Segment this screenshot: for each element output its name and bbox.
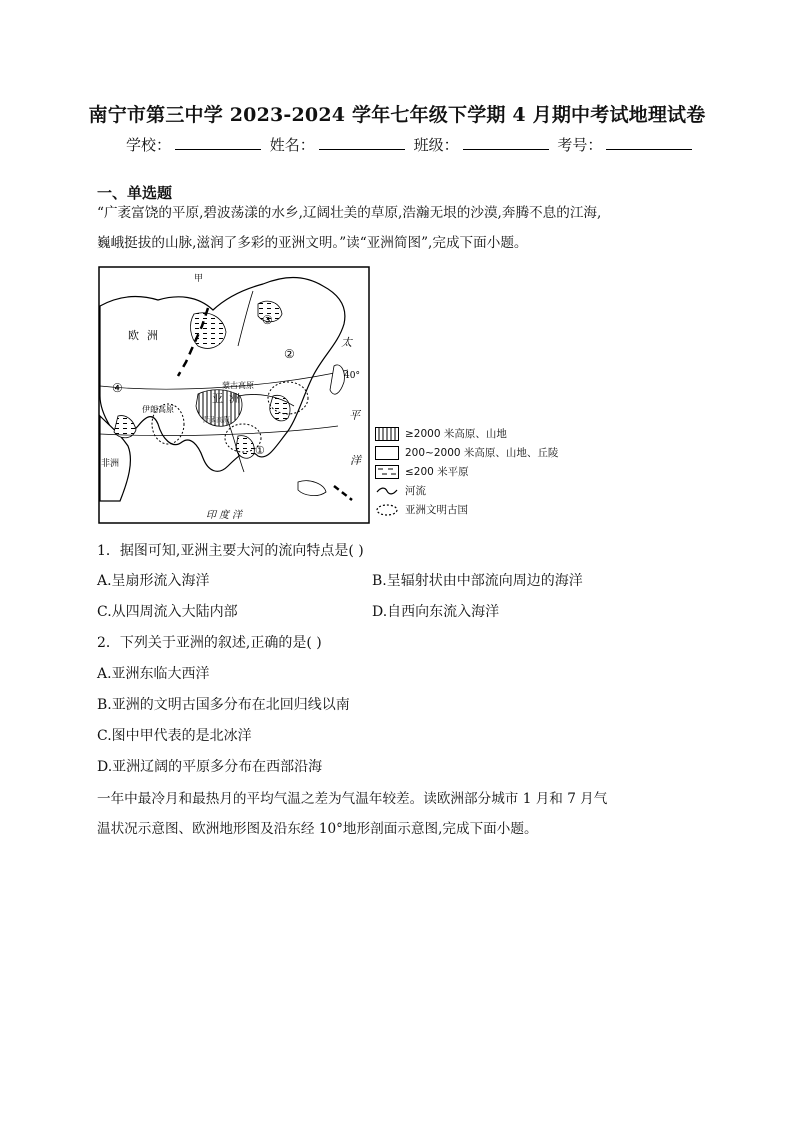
map-label-tai: 太 (341, 336, 352, 349)
legend-civilization-label: 亚洲文明古国 (405, 504, 468, 516)
legend-swatch-river (375, 484, 399, 498)
legend-midland (375, 443, 558, 462)
map-label-indian-ocean: 印度洋 (206, 510, 245, 521)
number-label: 考号： (557, 136, 603, 154)
map-label-iran: 伊朗高原 (142, 405, 174, 414)
question-1-stem: 1．据图可知,亚洲主要大河的流向特点是( ) (97, 543, 364, 559)
map-label-yang: 洋 (350, 454, 361, 467)
map-label-4: ④ (112, 381, 123, 395)
school-blank[interactable] (175, 135, 261, 150)
legend-midland-label: 200~2000 米高原、山地、丘陵 (405, 447, 559, 459)
legend-highland-label: ≥2000 米高原、山地 (405, 428, 507, 440)
question-2-option-b[interactable]: B.亚洲的文明古国多分布在北回归线以南 (97, 697, 350, 713)
map-label-3: ③ (262, 313, 273, 327)
intro-1-line-1: “广袤富饶的平原,碧波荡漾的水乡,辽阔壮美的草原,浩瀚无垠的沙漠,奔腾不息的江海, (97, 205, 602, 221)
name-label: 姓名： (269, 136, 315, 154)
intro-2-line-2: 温状况示意图、欧洲地形图及沿东经 10°地形剖面示意图,完成下面小题。 (97, 821, 538, 837)
class-blank[interactable] (463, 135, 549, 150)
legend-highland (375, 424, 558, 443)
map-label-mongolia: 蒙古高原 (222, 381, 254, 390)
map-label-2: ② (284, 347, 295, 361)
intro-paragraph-2 (97, 786, 707, 842)
student-info-line (126, 134, 696, 155)
map-label-asia: 亚洲 (212, 392, 246, 405)
map-label-europe: 欧洲 (128, 329, 166, 342)
map-label-tibet: 青藏高原 (202, 416, 230, 424)
map-label-1: ① (255, 444, 265, 457)
map-label-africa: 非洲 (101, 459, 120, 469)
intro-2-line-1: 一年中最冷月和最热月的平均气温之差为气温年较差。读欧洲部分城市 1 月和 7 月气 (97, 791, 608, 807)
question-2-option-d[interactable]: D.亚洲辽阔的平原多分布在西部沿海 (97, 759, 323, 775)
intro-1-line-2: 巍峨挺拔的山脉,滋润了多彩的亚洲文明。”读“亚洲简图”,完成下面小题。 (97, 235, 528, 251)
question-1-option-a[interactable]: A.呈扇形流入海洋 (97, 573, 210, 589)
page-title: 南宁市第三中学 2023-2024 学年七年级下学期 4 月期中考试地理试卷 (88, 104, 706, 126)
question-2-stem: 2．下列关于亚洲的叙述,正确的是( ) (97, 635, 322, 651)
question-2-option-a[interactable]: A.亚洲东临大西洋 (97, 666, 210, 682)
legend-swatch-plain (375, 465, 399, 479)
question-1-option-d[interactable]: D.自西向东流入海洋 (372, 604, 500, 620)
number-blank[interactable] (606, 135, 692, 150)
asia-map (98, 266, 370, 524)
map-label-ping: 平 (349, 409, 360, 422)
legend-plain-label: ≤200 米平原 (405, 466, 469, 478)
map-label-jia: 甲 (194, 274, 204, 284)
legend-swatch-midland (375, 446, 399, 460)
question-1-option-b[interactable]: B.呈辐射状由中部流向周边的海洋 (372, 573, 583, 589)
intro-paragraph-1 (97, 200, 707, 256)
name-blank[interactable] (319, 135, 405, 150)
question-1-option-c[interactable]: C.从四周流入大陆内部 (97, 604, 238, 620)
class-label: 班级： (413, 136, 459, 154)
legend-river-label: 河流 (405, 485, 426, 497)
question-2-option-c[interactable]: C.图中甲代表的是北冰洋 (97, 728, 252, 744)
legend-river (375, 481, 558, 500)
map-label-lat40: 40° (344, 371, 360, 381)
section-heading: 一、单选题 (97, 184, 173, 202)
map-legend (375, 424, 558, 519)
school-label: 学校： (126, 136, 172, 154)
legend-swatch-civilization (375, 503, 399, 517)
legend-swatch-highland (375, 427, 399, 441)
legend-plain (375, 462, 558, 481)
legend-civilization (375, 500, 558, 519)
